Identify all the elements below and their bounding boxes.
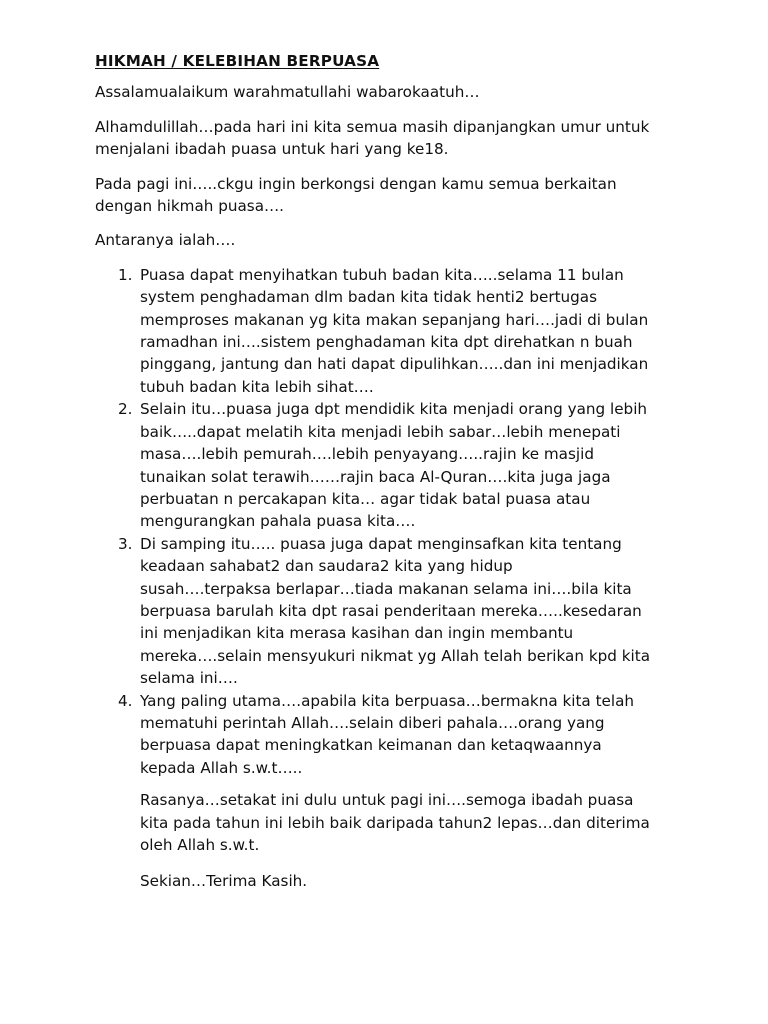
list-item-line: berpuasa barulah kita dpt rasai penderitaan mereka…..kesedaran bbox=[140, 601, 642, 620]
closing-line: oleh Allah s.w.t. bbox=[140, 836, 260, 854]
list-item-line: perbuatan n percakapan kita… agar tidak batal puasa atau bbox=[140, 489, 591, 508]
list-intro bbox=[95, 229, 695, 251]
list-item-number: 3. bbox=[118, 534, 133, 553]
list-item-line: susah….terpaksa berlapar…tiada makanan selama ini….bila kita bbox=[140, 579, 632, 598]
hikmah-list bbox=[95, 264, 695, 779]
share-paragraph bbox=[95, 173, 695, 218]
list-item-line: masa….lebih pemurah….lebih penyayang…..rajin ke masjid bbox=[140, 445, 594, 464]
greeting-line: Assalamualaikum warahmatullahi wabarokaatuh… bbox=[95, 83, 480, 102]
list-item-line: mengurangkan pahala puasa kita…. bbox=[140, 512, 416, 531]
signoff-line: Sekian…Terima Kasih. bbox=[140, 872, 308, 891]
list-item-line: memproses makanan yg kita makan sepanjang hari….jadi di bulan bbox=[140, 310, 649, 329]
list-item-number: 4. bbox=[118, 691, 133, 710]
list-item-line: kepada Allah s.w.t….. bbox=[140, 758, 303, 777]
list-item bbox=[95, 264, 695, 398]
list-item bbox=[95, 690, 695, 780]
list-item-line: baik…..dapat melatih kita menjadi lebih sabar…lebih menepati bbox=[140, 422, 621, 441]
closing-line: Rasanya…setakat ini dulu untuk pagi ini….semoga ibadah puasa bbox=[140, 791, 634, 810]
greeting bbox=[95, 81, 695, 103]
list-item-line: Yang paling utama….apabila kita berpuasa…bermakna kita telah bbox=[140, 691, 635, 710]
signoff bbox=[140, 870, 695, 892]
list-item-line: keadaan sahabat2 dan saudara2 kita yang hidup bbox=[140, 557, 513, 576]
list-item-line: ini menjadikan kita merasa kasihan dan ingin membantu bbox=[140, 624, 574, 643]
list-item-line: berpuasa dapat meningkatkan keimanan dan ketaqwaannya bbox=[140, 736, 602, 755]
share-line: Pada pagi ini…..ckgu ingin berkongsi dengan kamu semua berkaitan bbox=[95, 174, 617, 193]
list-item bbox=[95, 533, 695, 690]
document-page bbox=[95, 50, 695, 907]
list-item-number: 1. bbox=[118, 265, 133, 284]
list-intro-line: Antaranya ialah…. bbox=[95, 231, 236, 250]
list-item-line: ramadhan ini….sistem penghadaman kita dpt direhatkan n buah bbox=[140, 333, 633, 352]
list-item-line: tubuh badan kita lebih sihat…. bbox=[140, 377, 374, 396]
list-item-line: tunaikan solat terawih……rajin baca Al-Quran….kita juga jaga bbox=[140, 467, 611, 486]
list-item-number: 2. bbox=[118, 400, 133, 419]
list-item-line: mematuhi perintah Allah….selain diberi pahala….orang yang bbox=[140, 713, 605, 732]
list-item-line: mereka….selain mensyukuri nikmat yg Allah telah berikan kpd kita bbox=[140, 646, 650, 665]
list-item-line: pinggang, jantung dan hati dapat dipulihkan…..dan ini menjadikan bbox=[140, 355, 649, 374]
list-item-line: selama ini…. bbox=[140, 669, 238, 688]
intro-line: Alhamdulillah…pada hari ini kita semua masih dipanjangkan umur untuk bbox=[95, 117, 650, 136]
list-item-line: system penghadaman dlm badan kita tidak henti2 bertugas bbox=[140, 288, 598, 307]
intro-paragraph bbox=[95, 116, 695, 161]
closing-line: kita pada tahun ini lebih baik daripada tahun2 lepas…dan diterima bbox=[140, 813, 650, 832]
list-item-line: Puasa dapat menyihatkan tubuh badan kita…..selama 11 bulan bbox=[140, 265, 624, 284]
document-title: HIKMAH / KELEBIHAN BERPUASA bbox=[95, 52, 380, 70]
list-item-line: Selain itu…puasa juga dpt mendidik kita menjadi orang yang lebih bbox=[140, 400, 648, 419]
list-item bbox=[95, 398, 695, 532]
closing-paragraph bbox=[140, 789, 695, 856]
intro-line: menjalani ibadah puasa untuk hari yang ke18. bbox=[95, 140, 449, 159]
list-item-line: Di samping itu….. puasa juga dapat menginsafkan kita tentang bbox=[140, 534, 622, 553]
share-line: dengan hikmah puasa…. bbox=[95, 197, 285, 216]
